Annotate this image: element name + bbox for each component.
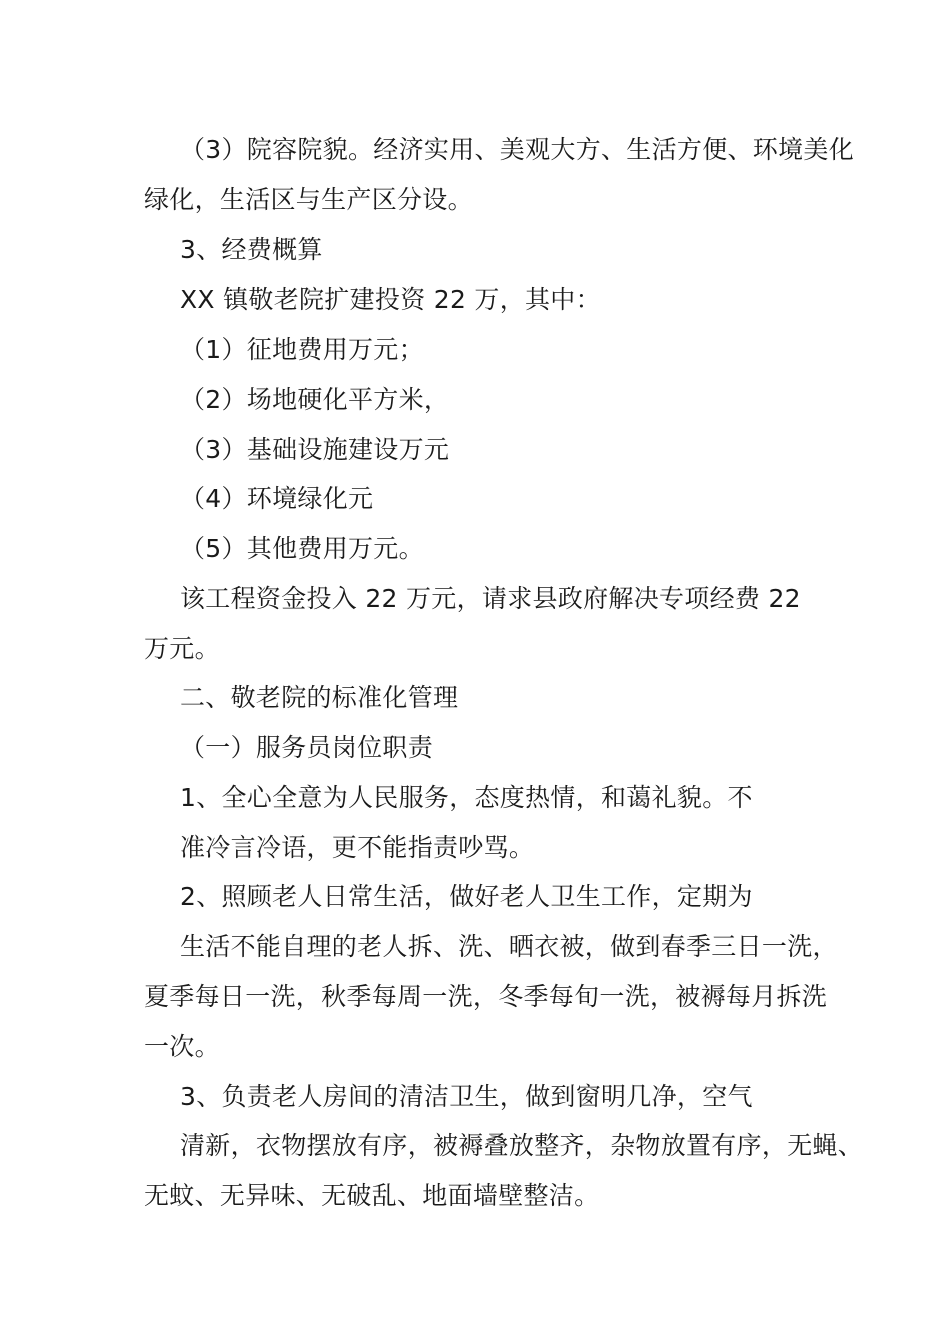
text-line-duty-3: 3、负责老人房间的清洁卫生，做到窗明几净，空气: [180, 1082, 753, 1111]
text-line-yard-appearance: （3）院容院貌。经济实用、美观大方、生活方便、环境美化: [180, 135, 855, 164]
text-line-greening: 绿化，生活区与生产区分设。: [144, 185, 473, 214]
text-line-duty-2-cont-a: 生活不能自理的老人拆、洗、晒衣被，做到春季三日一洗，: [180, 932, 838, 961]
text-line-funding-request: 该工程资金投入 22 万元，请求县政府解决专项经费 22: [180, 584, 801, 613]
text-line-duty-2-cont-c: 一次。: [144, 1032, 220, 1061]
text-line-investment: XX 镇敬老院扩建投资 22 万，其中：: [180, 285, 601, 314]
list-item-infrastructure: （3）基础设施建设万元: [180, 435, 450, 464]
text-line-duty-1: 1、全心全意为人民服务，态度热情，和蔼礼貌。不: [180, 783, 753, 812]
text-line-duty-2-cont-b: 夏季每日一洗，秋季每周一洗，冬季每旬一洗，被褥每月拆洗: [144, 982, 828, 1011]
section-heading-standard-management: 二、敬老院的标准化管理: [180, 683, 459, 712]
text-line-duty-3-cont-b: 无蚊、无异味、无破乱、地面墙壁整洁。: [144, 1181, 600, 1210]
text-line-duty-2: 2、照顾老人日常生活，做好老人卫生工作，定期为: [180, 882, 753, 911]
section-heading-budget: 3、经费概算: [180, 235, 323, 264]
text-line-funding-request-cont: 万元。: [144, 634, 220, 663]
subsection-heading-staff-duties: （一）服务员岗位职责: [180, 733, 434, 762]
list-item-other-costs: （5）其他费用万元。: [180, 534, 424, 563]
text-line-duty-1-cont: 准冷言冷语，更不能指责吵骂。: [180, 833, 535, 862]
list-item-site-hardening: （2）场地硬化平方米，: [180, 385, 450, 414]
text-line-duty-3-cont-a: 清新，衣物摆放有序，被褥叠放整齐，杂物放置有序，无蝇、: [180, 1131, 864, 1160]
list-item-land-cost: （1）征地费用万元；: [180, 335, 424, 364]
list-item-environment-greening: （4）环境绿化元: [180, 484, 374, 513]
